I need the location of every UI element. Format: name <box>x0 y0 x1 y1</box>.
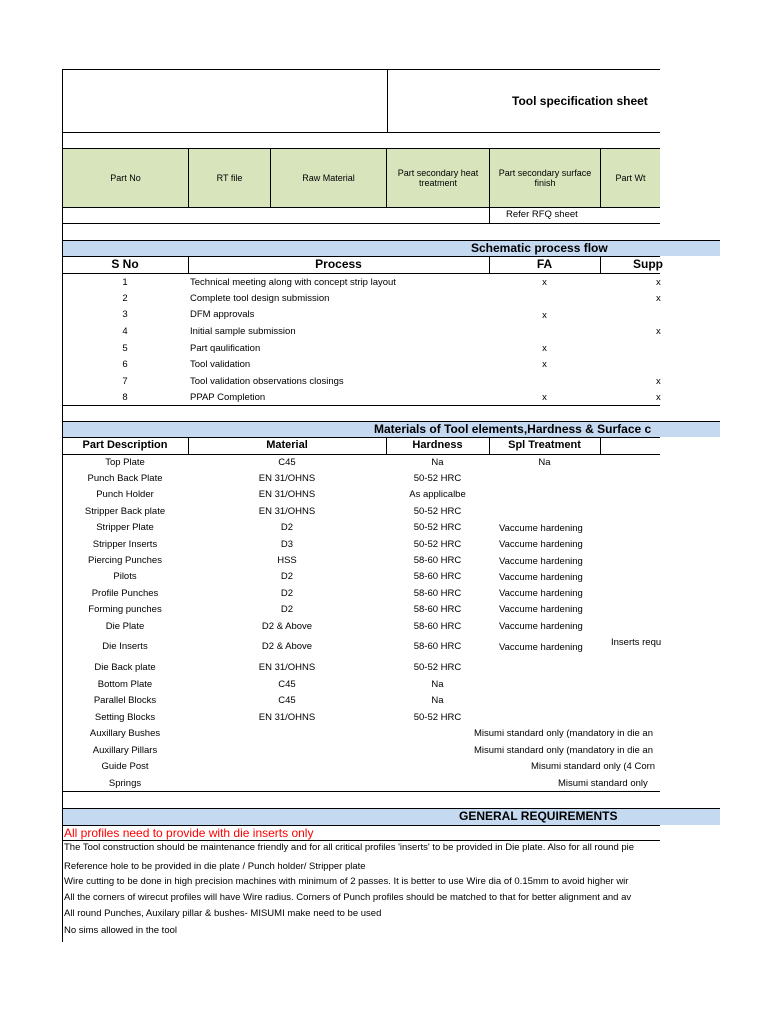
border <box>600 256 601 273</box>
hardness-cell: 50-52 HRC <box>413 539 462 550</box>
process-cell: Complete tool design submission <box>190 293 330 304</box>
process-cell: DFM approvals <box>190 309 255 320</box>
part-cell: Pilots <box>113 571 137 582</box>
process-cell: Part qaulification <box>190 343 261 354</box>
part-cell: Bottom Plate <box>97 679 153 690</box>
material-cell: D3 <box>280 539 294 550</box>
hardness-cell: 58-60 HRC <box>413 555 462 566</box>
treatment-cell: Na <box>538 457 551 468</box>
part-cell: Auxillary Pillars <box>92 745 158 756</box>
part-cell: Die Inserts <box>102 641 148 652</box>
border <box>62 69 660 70</box>
requirement-line: Reference hole to be provided in die plate / Punch holder/ Stripper plate <box>64 861 366 872</box>
part-cell: Setting Blocks <box>94 712 156 723</box>
treatment-cell: Vaccume hardening <box>499 572 583 583</box>
border <box>386 148 387 207</box>
material-cell: C45 <box>278 679 296 690</box>
supp-cell: x <box>656 293 661 304</box>
sno-cell: 8 <box>122 392 128 403</box>
hardness-cell: 58-60 HRC <box>413 621 462 632</box>
border <box>489 207 490 223</box>
page-title: Tool specification sheet <box>512 94 648 108</box>
border <box>62 273 660 274</box>
extra-cell: Misumi standard only <box>558 778 648 789</box>
sno-cell: 1 <box>122 277 128 288</box>
supp-cell: x <box>656 392 661 403</box>
border <box>62 132 660 133</box>
sno-cell: 7 <box>122 376 128 387</box>
extra-cell: Inserts requ <box>611 637 662 648</box>
process-section-band <box>63 241 720 256</box>
refer-note: Refer RFQ sheet <box>506 209 578 220</box>
hardness-cell: As applicalbe <box>409 489 466 500</box>
hardness-header: Hardness <box>412 439 463 451</box>
material-cell: C45 <box>278 695 296 706</box>
fa-cell: x <box>542 359 547 370</box>
material-cell: EN 31/OHNS <box>258 506 316 517</box>
process-section-title: Schematic process flow <box>471 241 608 255</box>
border <box>387 69 388 132</box>
material-cell: D2 & Above <box>261 641 313 652</box>
material-cell: D2 <box>280 588 294 599</box>
border <box>62 840 660 841</box>
hardness-cell: 58-60 HRC <box>413 571 462 582</box>
general-section-title: GENERAL REQUIREMENTS <box>459 809 618 823</box>
material-cell: C45 <box>278 457 296 468</box>
hardness-cell: 50-52 HRC <box>413 473 462 484</box>
general-section-band <box>63 809 720 825</box>
part-cell: Parallel Blocks <box>93 695 157 706</box>
hardness-cell: 50-52 HRC <box>413 712 462 723</box>
fa-cell: x <box>542 343 547 354</box>
supp-cell: x <box>656 326 661 337</box>
materials-section-title: Materials of Tool elements,Hardness & Surface c <box>374 422 652 436</box>
material-cell: D2 & Above <box>261 621 313 632</box>
border <box>600 437 601 454</box>
material-header: Material <box>266 439 308 451</box>
requirement-line: The Tool construction should be maintenance friendly and for all critical profiles 'inserts' to be provided in Die plate. Also for all round pie <box>64 842 635 853</box>
supp-cell: x <box>656 376 661 387</box>
part-cell: Top Plate <box>105 457 145 468</box>
fa-cell: x <box>542 310 547 321</box>
surface-finish-header: Part secondary surface finish <box>498 168 592 188</box>
hardness-cell: 58-60 HRC <box>413 641 462 652</box>
part-cell: Stripper Back plate <box>84 506 166 517</box>
process-cell: PPAP Completion <box>190 392 266 403</box>
rt-file-header: RT file <box>216 173 243 183</box>
part-cell: Stripper Inserts <box>92 539 158 550</box>
part-cell: Auxillary Bushes <box>89 728 161 739</box>
sno-cell: 2 <box>122 293 128 304</box>
material-cell: HSS <box>277 555 297 566</box>
supp-column-header: Supp <box>633 257 663 271</box>
requirement-line: No sims allowed in the tool <box>64 925 177 936</box>
hardness-cell: Na <box>431 695 444 706</box>
hardness-cell: 50-52 HRC <box>413 662 462 673</box>
border <box>489 148 490 207</box>
border <box>62 207 660 208</box>
process-cell: Initial sample submission <box>190 326 296 337</box>
hardness-cell: Na <box>431 457 444 468</box>
extra-cell: Misumi standard only (mandatory in die an <box>474 745 654 756</box>
material-cell: EN 31/OHNS <box>258 662 316 673</box>
sno-column-header: S No <box>111 257 139 271</box>
part-wt-header: Part Wt <box>615 173 646 183</box>
part-cell: Die Plate <box>105 621 145 632</box>
extra-cell: Misumi standard only (4 Corn <box>531 761 656 772</box>
part-cell: Forming punches <box>88 604 162 615</box>
material-cell: D2 <box>280 522 294 533</box>
sno-cell: 3 <box>122 309 128 320</box>
fa-cell: x <box>542 277 547 288</box>
requirement-highlight: All profiles need to provide with die inserts only <box>64 826 314 840</box>
spl-treatment-header: Spl Treatment <box>508 439 581 451</box>
hardness-cell: 50-52 HRC <box>413 522 462 533</box>
heat-treatment-header: Part secondary heat treatment <box>397 168 479 188</box>
part-cell: Stripper Plate <box>96 522 154 533</box>
treatment-cell: Vaccume hardening <box>499 523 583 534</box>
process-column-header: Process <box>315 257 362 271</box>
sno-cell: 4 <box>122 326 128 337</box>
sno-cell: 5 <box>122 343 128 354</box>
treatment-cell: Vaccume hardening <box>499 621 583 632</box>
process-cell: Tool validation <box>190 359 251 370</box>
border <box>62 223 660 224</box>
material-cell: EN 31/OHNS <box>258 712 316 723</box>
part-cell: Punch Back Plate <box>87 473 163 484</box>
fa-column-header: FA <box>536 257 553 271</box>
sno-cell: 6 <box>122 359 128 370</box>
part-description-header: Part Description <box>82 439 168 451</box>
requirement-line: All the corners of wirecut profiles will have Wire radius. Corners of Punch profiles should be matched to that for better alignment and av <box>64 892 632 903</box>
extra-cell: Misumi standard only (mandatory in die an <box>474 728 654 739</box>
requirement-line: Wire cutting to be done in high precision machines with minimum of 2 passes. It is better to use Wire dia of 0.15mm to avoid higher wir <box>64 876 629 887</box>
border <box>62 405 660 406</box>
border <box>62 437 660 438</box>
hardness-cell: 58-60 HRC <box>413 588 462 599</box>
part-cell: Punch Holder <box>96 489 154 500</box>
fa-cell: x <box>542 392 547 403</box>
hardness-cell: 58-60 HRC <box>413 604 462 615</box>
material-cell: EN 31/OHNS <box>258 489 316 500</box>
treatment-cell: Vaccume hardening <box>499 539 583 550</box>
treatment-cell: Vaccume hardening <box>499 588 583 599</box>
part-cell: Springs <box>108 778 142 789</box>
treatment-cell: Vaccume hardening <box>499 556 583 567</box>
border <box>62 454 660 455</box>
part-cell: Die Back plate <box>94 662 156 673</box>
material-cell: D2 <box>280 604 294 615</box>
part-cell: Piercing Punches <box>88 555 162 566</box>
border <box>62 791 660 792</box>
material-cell: EN 31/OHNS <box>258 473 316 484</box>
process-cell: Tool validation observations closings <box>190 376 344 387</box>
hardness-cell: Na <box>431 679 444 690</box>
treatment-cell: Vaccume hardening <box>499 642 583 653</box>
process-cell: Technical meeting along with concept strip layout <box>190 277 396 288</box>
treatment-cell: Vaccume hardening <box>499 604 583 615</box>
requirement-line: All round Punches, Auxilary pillar & bushes- MISUMI make need to be used <box>64 908 382 919</box>
raw-material-header: Raw Material <box>302 173 355 183</box>
material-cell: D2 <box>280 571 294 582</box>
part-no-header: Part No <box>110 173 141 183</box>
part-cell: Profile Punches <box>91 588 159 599</box>
supp-cell: x <box>656 277 661 288</box>
hardness-cell: 50-52 HRC <box>413 506 462 517</box>
part-cell: Guide Post <box>101 761 149 772</box>
